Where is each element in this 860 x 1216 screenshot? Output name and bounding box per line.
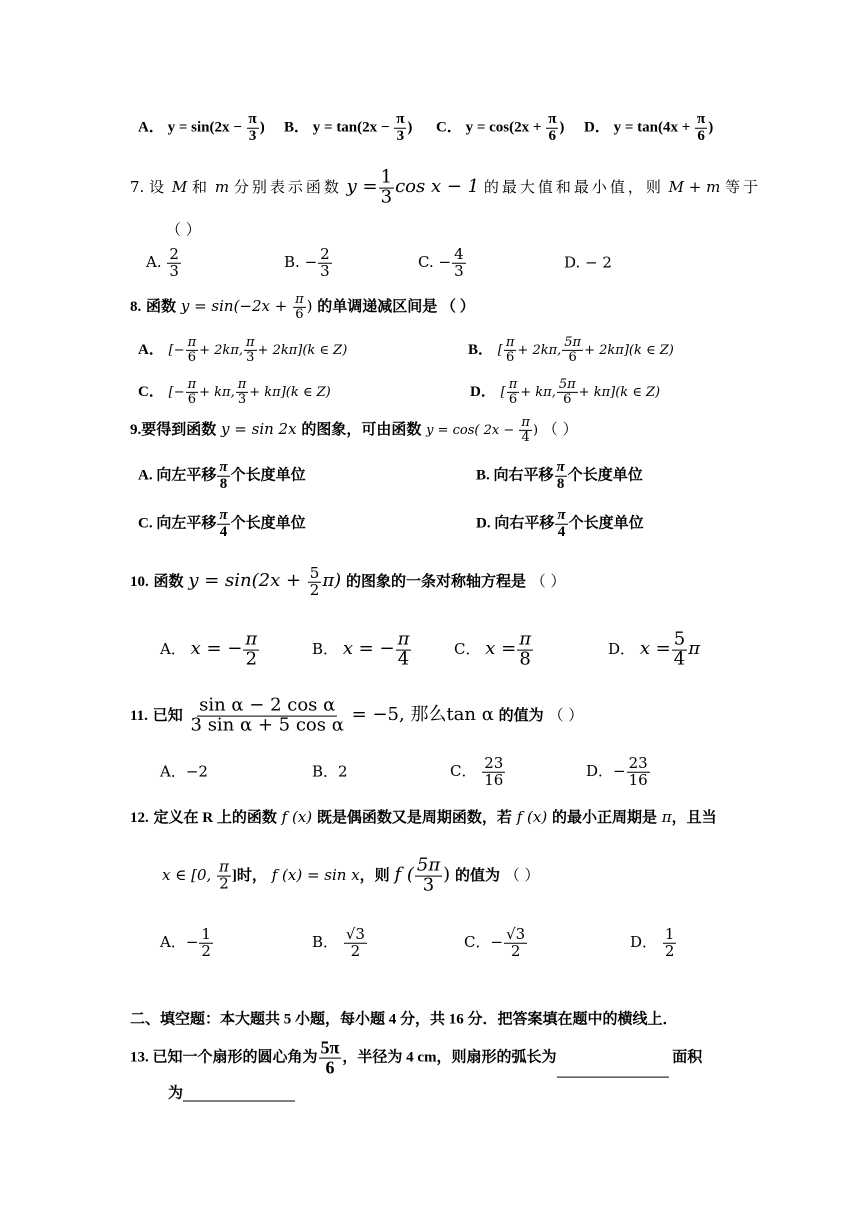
q9-option-b-num: π	[556, 458, 565, 475]
q8-func-frac	[293, 293, 306, 321]
q10-option-a-num: π	[245, 628, 258, 650]
q12-option-c-den: 2	[510, 941, 521, 960]
q9-option-a-num: π	[219, 458, 228, 475]
q7-option-b-sign: −	[304, 253, 318, 271]
q7-option-c-sign: −	[438, 253, 452, 271]
q9-func2: y = cos( 2x −	[426, 423, 519, 438]
q12-f-open: f (	[394, 864, 414, 885]
q7-text	[130, 166, 762, 208]
q11-option-d	[586, 753, 651, 789]
q9-number: 9.	[130, 422, 142, 438]
q8-option-d-frac2-den: 6	[563, 391, 572, 407]
q8-option-a-frac1-num: π	[187, 334, 197, 350]
q12-f-close: )	[443, 864, 451, 885]
q7-text-d: 的最大值和最小值，则	[483, 178, 664, 196]
q6-option-a-label: A．	[138, 119, 164, 136]
q10-option-c	[454, 628, 534, 670]
q9-answer-paren: （ ）	[542, 420, 578, 438]
q8-option-d-frac2	[557, 378, 578, 406]
q7-answer-paren: （ ）	[166, 220, 201, 239]
q8-lead: 函数	[146, 299, 177, 315]
q7-option-b-label: B.	[284, 253, 300, 271]
q12-option-c-label: C．	[464, 933, 491, 951]
q11-option-b-label: B．	[312, 762, 339, 781]
q7-option-b-num: 2	[320, 244, 330, 263]
q10-option-d-den: 4	[673, 648, 686, 670]
q9-func1: y = sin 2x	[221, 420, 297, 438]
q8-option-c-p3: + kπ](k ∈ Z)	[249, 385, 331, 400]
q9-option-c-num: π	[219, 506, 228, 523]
q7-option-d-label: D.	[564, 253, 581, 272]
q8-func-num: π	[295, 291, 304, 307]
q12-text-line2	[162, 854, 540, 896]
q9-option-b-dir: 向右平移	[493, 467, 554, 484]
q8-option-c-frac2-den: 3	[237, 391, 247, 407]
q6-option-a-num: π	[248, 110, 257, 127]
q7-text-a: 设	[149, 178, 168, 196]
q8-option-a-p2: + 2kπ,	[199, 343, 243, 358]
q6-option-b-expr: y = tan(2x −	[312, 119, 394, 136]
q10-func-frac	[308, 563, 322, 599]
q9-option-c-dir: 向左平移	[156, 515, 217, 532]
q11-option-d-den: 16	[628, 770, 648, 789]
q6-option-b-den: 3	[396, 127, 405, 144]
q10-option-d-frac	[672, 628, 687, 670]
q10-option-a-lhs: x = −	[190, 638, 243, 659]
q10-option-c-den: 8	[519, 648, 531, 670]
q9-func2-num: π	[521, 414, 530, 430]
q8-option-d-p2: + kπ,	[520, 385, 556, 400]
q8-option-b-label: B．	[468, 342, 494, 358]
q11-option-a-value: −2	[185, 762, 208, 781]
q8-option-d-label: D．	[470, 384, 496, 400]
q7-func-rest: cos x − 1	[395, 176, 480, 197]
q12-line1-c: 的最小正周期是	[551, 810, 657, 826]
q8-option-b-frac2	[562, 336, 583, 364]
q12-option-a	[160, 924, 214, 960]
q8-option-b-frac2-num: 5π	[564, 334, 582, 350]
q12-option-d-den: 2	[664, 941, 675, 960]
q11-option-c	[450, 753, 506, 789]
q12-number: 12.	[130, 810, 149, 826]
q7-func-y: y =	[346, 176, 378, 197]
q9-option-c-unit: 个长度单位	[230, 515, 306, 532]
q9-option-d-den: 4	[557, 523, 566, 540]
q8-option-d-frac1	[507, 378, 520, 406]
q12-option-a-den: 2	[201, 941, 211, 960]
q12-domain: x ∈ [0,	[162, 866, 212, 884]
q6-option-c-close: )	[559, 119, 565, 136]
q13-area-blank[interactable]	[183, 1087, 295, 1102]
q9-option-d-label: D.	[476, 515, 491, 532]
q10-option-b-label: B．	[312, 640, 339, 658]
q7-option-c-num: 4	[454, 244, 464, 263]
q8-tail: 的单调递减区间是 （ ）	[317, 299, 475, 315]
q8-option-c-p2: + kπ,	[199, 385, 235, 400]
q8-option-a-frac2	[244, 336, 257, 364]
q11-rest: = −5, 那么	[351, 704, 447, 725]
q7-option-d	[564, 253, 612, 272]
q12-pi: π	[661, 808, 672, 826]
q8-option-c-frac1-num: π	[187, 376, 197, 392]
q12-domain-frac	[217, 857, 231, 893]
q7-func-frac	[379, 166, 394, 208]
q8-option-a-label: A．	[138, 342, 164, 358]
q9-option-d-dir: 向右平移	[494, 515, 555, 532]
q12-fx-eq: f (x) = sin x	[271, 866, 360, 884]
q9-option-c	[138, 508, 306, 541]
q7-option-c	[418, 244, 467, 280]
q13-angle-den: 6	[325, 1057, 335, 1078]
q6-option-a	[138, 112, 265, 145]
q6-option-a-den: 3	[248, 127, 257, 144]
q6-option-b-frac	[394, 112, 406, 145]
q6-option-c-frac	[546, 112, 558, 145]
q12-option-d	[630, 924, 677, 960]
q12-f-frac	[415, 854, 442, 896]
q10-lead: 函数	[153, 574, 184, 590]
q8-option-a-p3: + 2kπ](k ∈ Z)	[257, 343, 348, 358]
q8-option-d-frac1-den: 6	[508, 391, 518, 407]
q7-option-c-den: 3	[454, 261, 464, 280]
q9-func2-den: 4	[521, 429, 530, 445]
q8-func: y = sin(−2x +	[180, 297, 293, 315]
q7-option-c-frac	[452, 244, 466, 280]
q11-text	[130, 694, 584, 736]
q7-m: m	[214, 178, 230, 196]
q12-text-line1	[130, 810, 717, 826]
q7-M: M	[171, 178, 188, 196]
q8-option-a-frac1	[186, 336, 199, 364]
q10-option-d-num: 5	[673, 628, 686, 650]
q10-option-d	[608, 628, 701, 670]
q11-answer-paren: （ ）	[548, 706, 584, 724]
q11-tail: 的值为	[498, 708, 544, 724]
q11-tan: tan α	[446, 704, 494, 725]
q7-option-a	[146, 244, 182, 280]
q7-option-b	[284, 244, 333, 280]
q11-option-c-label: C．	[450, 762, 477, 780]
q7-option-a-frac	[167, 244, 181, 280]
q9-option-a-unit: 个长度单位	[230, 467, 306, 484]
q8-option-a-frac2-num: π	[246, 334, 255, 350]
q11-option-a-label: A．	[160, 762, 186, 781]
q11-option-a	[160, 762, 208, 781]
q13-angle-frac	[319, 1039, 342, 1078]
q8-option-a-frac2-den: 3	[246, 349, 255, 365]
q11-number: 11.	[130, 708, 148, 724]
q12-line1-a: 定义在 R 上的函数	[153, 810, 277, 826]
q6-option-d	[584, 112, 713, 145]
q7-number: 7.	[130, 178, 145, 196]
q9-option-b-unit: 个长度单位	[567, 467, 643, 484]
q9-option-a-den: 8	[219, 475, 228, 492]
q10-func-tail: π)	[322, 570, 342, 591]
q9-option-a-frac	[217, 460, 229, 493]
q12-option-a-frac	[199, 924, 213, 960]
q13-arc-length-blank[interactable]	[557, 1062, 669, 1077]
q12-option-c-sign: −	[490, 933, 504, 951]
q12-fx-2: f (x)	[516, 808, 548, 826]
q7-option-a-label: A.	[146, 253, 162, 271]
q12-line1-b: 既是偶函数又是周期函数，若	[316, 810, 512, 826]
q11-frac-num: sin α − 2 cos α	[199, 694, 336, 716]
q10-option-a	[160, 628, 260, 670]
q6-option-c-expr: y = cos(2x +	[465, 119, 546, 136]
q12-option-b-num: √3	[345, 924, 365, 943]
q12-option-b-den: 2	[350, 941, 361, 960]
q12-option-c	[464, 924, 528, 960]
q11-option-d-label: D．	[586, 762, 614, 780]
q12-option-b-label: B．	[312, 933, 339, 951]
q13-text-line2	[168, 1087, 295, 1102]
q8-option-d	[470, 378, 660, 406]
q10-func-num: 5	[309, 563, 320, 582]
q6-option-d-close: )	[708, 119, 714, 136]
q9-text-a: 要得到函数	[141, 422, 217, 438]
q8-option-b-frac1-den: 6	[506, 349, 515, 365]
q8-option-d-frac1-num: π	[508, 376, 518, 392]
q8-option-b-frac2-den: 6	[568, 349, 577, 365]
q13-text-d: 为	[168, 1085, 184, 1102]
q9-option-b-label: B.	[476, 467, 490, 484]
q8-option-c-label: C．	[138, 384, 164, 400]
q8-option-b	[468, 336, 674, 364]
q7-option-a-den: 3	[169, 261, 179, 280]
q9-option-c-frac	[217, 508, 229, 541]
q13-number: 13.	[130, 1049, 149, 1066]
q10-number: 10.	[130, 574, 149, 590]
q7-text-b: 和	[192, 178, 211, 196]
q13-text-b: ，半径为 4 cm，则扇形的弧长为	[342, 1049, 557, 1066]
q8-option-c-frac1	[186, 378, 199, 406]
q7-option-a-num: 2	[169, 244, 179, 263]
q6-option-d-num: π	[697, 110, 706, 127]
q8-number: 8.	[130, 299, 142, 315]
q10-option-d-pi: π	[688, 638, 701, 659]
q10-option-d-label: D．	[608, 640, 636, 658]
q9-option-b-den: 8	[556, 475, 565, 492]
q9-option-a	[138, 460, 306, 493]
q6-option-c-den: 6	[548, 127, 557, 144]
q10-option-b	[312, 628, 412, 670]
q10-option-c-label: C．	[454, 640, 481, 658]
q8-option-a-frac1-den: 6	[187, 349, 196, 365]
q8-text	[130, 293, 475, 321]
q7-text-e: 等于	[725, 178, 762, 196]
q12-option-d-frac	[663, 924, 677, 960]
q13-text-a: 已知一个扇形的圆心角为	[152, 1049, 318, 1066]
q8-option-b-p2: + 2kπ,	[517, 343, 562, 358]
q12-option-d-num: 1	[664, 924, 675, 943]
q6-option-d-label: D．	[584, 119, 610, 136]
q12-option-a-label: A．	[160, 933, 186, 951]
q10-option-d-lhs: x =	[639, 638, 671, 659]
q6-option-a-close: )	[259, 119, 265, 136]
q8-option-c-frac2	[236, 378, 249, 406]
q12-option-c-frac	[504, 924, 527, 960]
q6-option-a-expr: y = sin(2x −	[167, 119, 246, 136]
q12-option-a-sign: −	[185, 933, 199, 951]
q9-text-b: 的图象，可由函数	[301, 422, 422, 438]
q10-option-b-frac	[396, 628, 412, 670]
q10-func: y = sin(2x +	[188, 570, 307, 591]
q8-option-c-frac2-num: π	[237, 376, 247, 392]
q11-option-d-frac	[627, 753, 650, 789]
q8-option-a	[138, 336, 347, 364]
q6-option-b-num: π	[396, 110, 405, 127]
q10-option-c-frac	[517, 628, 533, 670]
q12-option-a-num: 1	[201, 924, 211, 943]
q9-option-d-frac	[555, 508, 567, 541]
q11-option-c-num: 23	[484, 753, 504, 772]
q11-frac	[189, 694, 346, 736]
q6-option-c-label: C．	[436, 119, 462, 136]
q12-option-b	[312, 924, 368, 960]
q9-option-c-den: 4	[219, 523, 228, 540]
q9-option-d-num: π	[557, 506, 566, 523]
q8-option-d-p1: [	[500, 385, 506, 400]
q9-func2-frac	[519, 416, 532, 444]
q11-option-c-den: 16	[484, 770, 504, 789]
q11-frac-den: 3 sin α + 5 cos α	[190, 714, 344, 736]
q10-option-c-num: π	[519, 628, 532, 650]
q10-option-b-den: 4	[397, 648, 410, 670]
q9-func2-close: )	[532, 423, 539, 438]
q9-text	[130, 416, 578, 444]
q12-option-b-frac	[344, 924, 367, 960]
q10-option-b-num: π	[397, 628, 410, 650]
q7-func-num: 1	[380, 166, 393, 188]
q6-option-b-label: B．	[284, 119, 310, 136]
q11-option-d-num: 23	[628, 753, 648, 772]
q12-tail: 的值为	[454, 868, 500, 884]
q10-option-a-den: 2	[245, 648, 258, 670]
q7-text-c: 分别表示函数	[233, 178, 342, 196]
q12-line1-d: ，且当	[671, 810, 717, 826]
q6-option-c-num: π	[548, 110, 557, 127]
q8-option-c	[138, 378, 331, 406]
q11-lead: 已知	[152, 708, 183, 724]
q6-option-d-frac	[695, 112, 707, 145]
q8-option-a-p1: [−	[168, 343, 185, 358]
q8-option-b-frac1-num: π	[505, 334, 515, 350]
q9-option-d-unit: 个长度单位	[568, 515, 644, 532]
q13-text-line1	[130, 1039, 702, 1078]
q10-text	[130, 563, 566, 599]
q11-option-b	[312, 762, 348, 781]
q12-option-c-num: √3	[506, 924, 526, 943]
q6-option-d-den: 6	[697, 127, 705, 144]
q6-option-b	[284, 112, 412, 145]
q7-func-den: 3	[380, 186, 393, 208]
q9-option-d	[476, 508, 644, 541]
q10-answer-paren: （ ）	[530, 572, 566, 590]
q12-fx-1: f (x)	[281, 808, 313, 826]
q10-option-b-lhs: x = −	[342, 638, 395, 659]
q8-option-d-p3: + kπ](k ∈ Z)	[578, 385, 661, 400]
q10-option-c-lhs: x =	[485, 638, 517, 659]
q9-option-c-label: C.	[138, 515, 153, 532]
q8-option-b-p1: [	[497, 343, 503, 358]
q7-sum: M + m	[668, 178, 721, 196]
q8-func-den: 6	[295, 306, 304, 322]
q6-option-b-close: )	[407, 119, 413, 136]
q7-option-b-den: 3	[320, 261, 330, 280]
q8-func-close: )	[306, 297, 313, 315]
q7-option-b-frac	[318, 244, 332, 280]
q11-option-d-sign: −	[613, 762, 626, 780]
q9-option-b-frac	[555, 460, 567, 493]
q12-option-d-label: D．	[630, 933, 658, 951]
q9-option-b	[476, 460, 643, 493]
q13-text-c: 面积	[672, 1049, 703, 1066]
q6-option-c	[436, 112, 564, 145]
q8-option-b-p3: + 2kπ](k ∈ Z)	[584, 343, 674, 358]
q12-then: ，则	[359, 868, 390, 884]
q6-option-d-expr: y = tan(4x +	[613, 119, 695, 136]
q12-domain-num: π	[219, 857, 229, 876]
q13-angle-num: 5π	[320, 1037, 340, 1058]
q10-option-a-label: A．	[160, 640, 186, 658]
q10-tail: 的图象的一条对称轴方程是	[345, 574, 526, 590]
q7-option-d-value: − 2	[585, 253, 612, 272]
q8-option-c-p1: [−	[168, 385, 185, 400]
q12-f-den: 3	[422, 874, 435, 896]
q8-option-d-frac2-num: 5π	[558, 376, 576, 392]
q12-f-num: 5π	[416, 854, 441, 876]
q12-domain-den: 2	[219, 874, 229, 893]
q10-option-a-frac	[243, 628, 259, 670]
q12-bracket: ]时，	[231, 868, 267, 884]
q10-func-den: 2	[309, 580, 320, 599]
q8-option-b-frac1	[504, 336, 517, 364]
q12-answer-paren: （ ）	[504, 866, 540, 884]
q11-option-c-frac	[482, 753, 505, 789]
q9-option-a-dir: 向左平移	[156, 467, 217, 484]
q11-option-b-value: 2	[338, 762, 348, 781]
q7-option-c-label: C.	[418, 253, 434, 271]
q9-option-a-label: A.	[138, 467, 153, 484]
q8-option-c-frac1-den: 6	[187, 391, 196, 407]
q6-option-a-frac	[247, 112, 259, 145]
section-2-heading: 二、填空题：本大题共 5 小题，每小题 4 分，共 16 分．把答案填在题中的横线上．	[130, 1011, 678, 1028]
